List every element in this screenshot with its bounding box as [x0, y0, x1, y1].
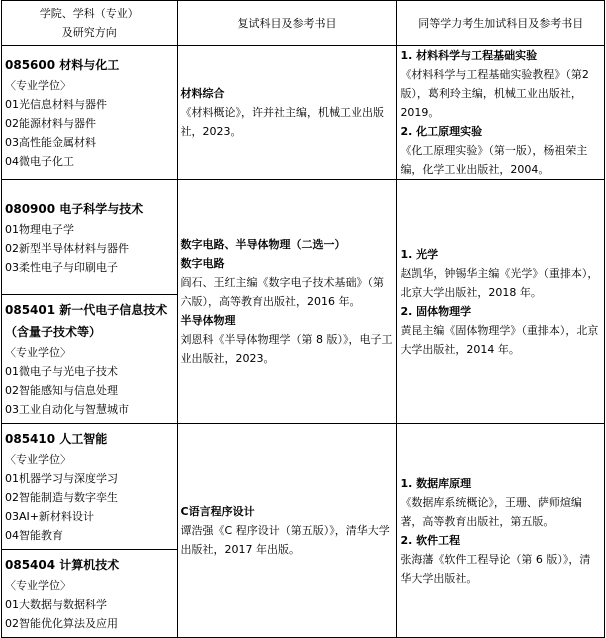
direction-item: 01机器学习与深度学习 [5, 472, 118, 485]
retest-reference: 阎石、王红主编《数字电子技术基础》（第六版），高等教育出版社，2016 年。 [180, 276, 385, 308]
direction-item: 01微电子与光电子技术 [5, 365, 118, 378]
program-code-title: 085410 人工智能 [5, 432, 108, 446]
header-row [2, 1, 605, 46]
retest-subject-title: C语言程序设计 [180, 505, 255, 518]
retest-subject-title: 半导体物理 [180, 314, 236, 327]
retest-reference: 《材料概论》，许并社主编，机械工业出版社，2023。 [180, 106, 385, 138]
extra-subject-title: 1. 光学 [400, 247, 439, 261]
direction-item: 02智能优化算法及应用 [5, 617, 118, 630]
direction-item: 04智能教育 [5, 529, 63, 542]
header-college-major [2, 1, 178, 46]
program-code-title: 085401 新一代电子信息技术（含量子技术等） [5, 303, 168, 339]
retest-reference: 刘恩科《半导体物理学（第 8 版）》，电子工业出版社，2023。 [180, 333, 393, 365]
table-row [2, 180, 605, 295]
header-retest-subjects: 复试科目及参考书目 [177, 1, 397, 46]
header-col1-line2: 及研究方向 [61, 26, 117, 39]
program-cell-085410 [2, 424, 178, 550]
extra-reference: 《材料科学与工程基础实验教程》（第2 版），葛利玲主编，机械工业出版社，2019。 [400, 68, 589, 119]
direction-item: 03高性能金属材料 [5, 136, 96, 149]
table-row [2, 46, 605, 180]
retest-subject-title: 数字电路 [180, 257, 225, 270]
extra-reference: 张海藩《软件工程导论（第 6 版）》，清华大学出版社。 [400, 552, 591, 585]
direction-item: 04微电子化工 [5, 155, 74, 168]
direction-item: 03AI+新材料设计 [5, 510, 94, 523]
program-code-title: 080900 电子科学与技术 [5, 201, 144, 216]
program-code-title: 085600 材料与化工 [5, 58, 120, 72]
extra-subject-title: 2. 化工原理实验 [400, 125, 483, 138]
program-type: 〈专业学位〉 [5, 79, 71, 92]
direction-item: 01大数据与数据科学 [5, 598, 107, 611]
retest-subject-title: 数字电路、半导体物理（二选一） [180, 238, 346, 251]
retest-cell-group1 [177, 46, 397, 180]
direction-item: 02新型半导体材料与器件 [5, 241, 129, 255]
retest-cell-group3 [177, 424, 397, 638]
extra-cell-group2 [397, 180, 605, 424]
program-type: 〈专业学位〉 [5, 453, 71, 466]
extra-cell-group3 [397, 424, 605, 638]
retest-cell-group2 [177, 180, 397, 424]
retest-subject-title: 材料综合 [180, 87, 225, 100]
header-extra-subjects: 同等学力考生加试科目及参考书目 [397, 1, 605, 46]
extra-reference: 赵凯华，钟锡华主编《光学》（重排本），北京大学出版社，2018 年。 [400, 266, 599, 299]
header-col1-line1: 学院、学科（专业） [39, 7, 139, 20]
direction-item: 03工业自动化与智慧城市 [5, 403, 129, 416]
extra-reference: 《数据库系统概论》，王珊、萨师煊编著，高等教育出版社，第五版。 [400, 495, 582, 528]
program-cell-085600 [2, 46, 178, 180]
extra-cell-group1 [397, 46, 605, 180]
table-row [2, 424, 605, 550]
direction-item: 01物理电子学 [5, 222, 74, 236]
extra-reference: 《化工原理实验》（第一版），杨祖荣主编，化学工业出版社，2004。 [400, 144, 588, 176]
extra-subject-title: 1. 材料科学与工程基础实验 [400, 49, 538, 62]
direction-item: 01光信息材料与器件 [5, 98, 107, 111]
program-cell-085401 [2, 295, 178, 424]
program-type: 〈专业学位〉 [5, 346, 71, 359]
program-cell-085404 [2, 550, 178, 638]
retest-reference: 谭浩强《C 程序设计（第五版）》，清华大学出版社，2017 年出版。 [180, 524, 390, 556]
direction-item: 03柔性电子与印刷电子 [5, 260, 118, 274]
extra-subject-title: 2. 固体物理学 [400, 304, 472, 318]
exam-subjects-table [1, 0, 605, 638]
extra-subject-title: 2. 软件工程 [400, 533, 461, 547]
program-code-title: 085404 计算机技术 [5, 558, 120, 572]
direction-item: 02智能制造与数字孪生 [5, 491, 118, 504]
program-cell-080900 [2, 180, 178, 295]
extra-reference: 黄昆主编《固体物理学》（重排本），北京大学出版社，2014 年。 [400, 323, 599, 356]
direction-item: 02智能感知与信息处理 [5, 384, 118, 397]
direction-item: 02能源材料与器件 [5, 117, 96, 130]
extra-subject-title: 1. 数据库原理 [400, 476, 472, 490]
program-type: 〈专业学位〉 [5, 579, 71, 592]
